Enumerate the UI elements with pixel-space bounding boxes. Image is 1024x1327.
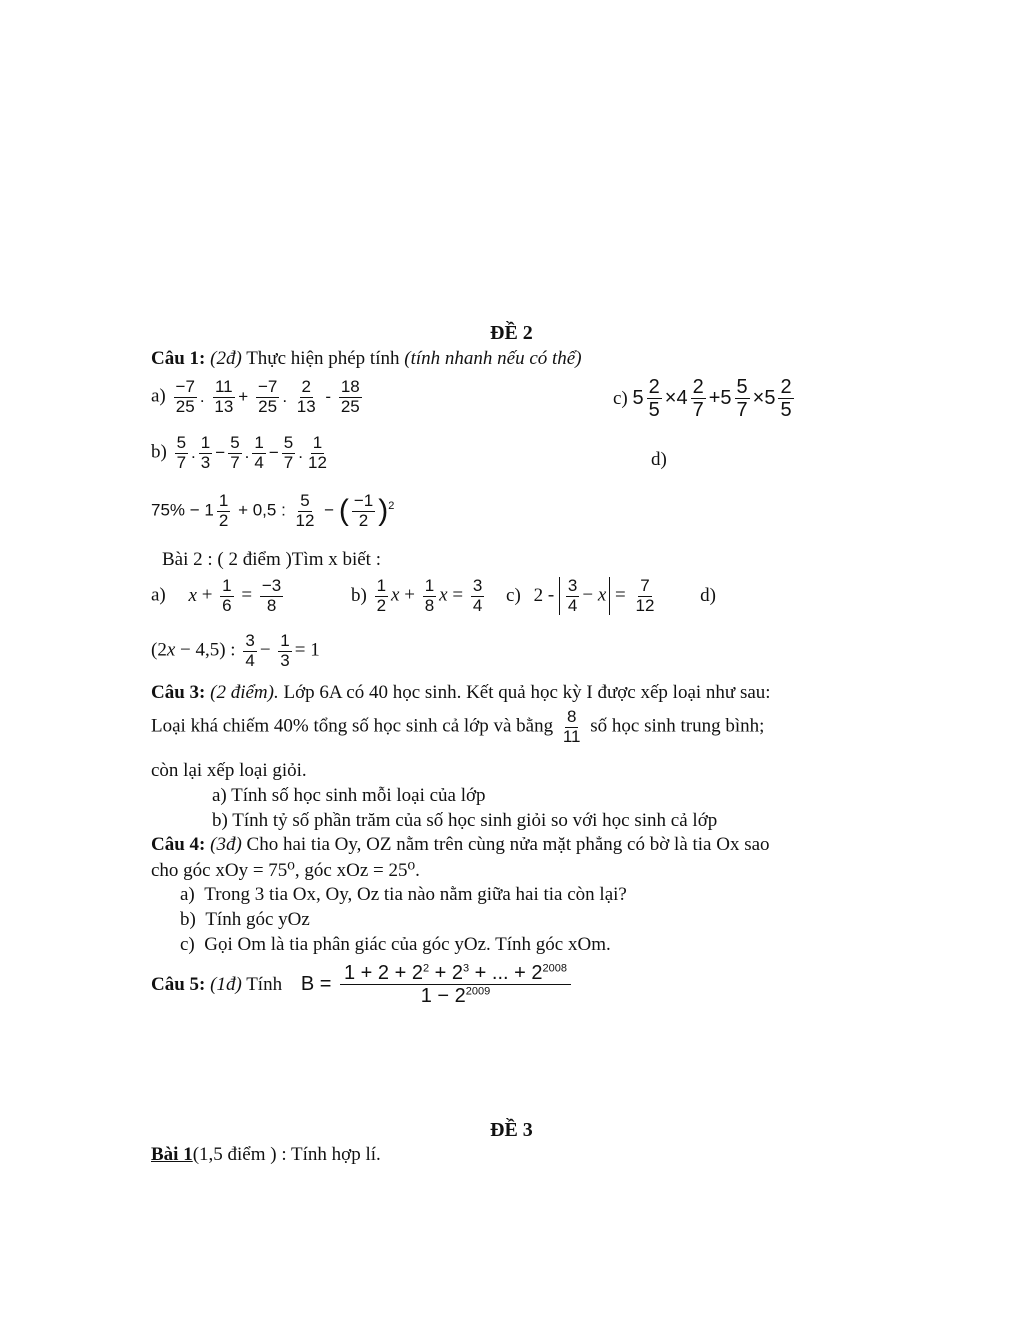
question-1b: b) $\frac{5}{7}$ . $\frac{1}{3}$ − $\frac{5}{7}$ . $\frac{1}{4}$ − $\frac{5}{7}$ . $\frac{1}{12}$	[151, 433, 327, 472]
exam-3-task-1: Bài 1(1,5 điểm ) : Tính hợp lí.	[151, 1144, 381, 1165]
question-2-heading: Bài 2 : ( 2 điểm )Tìm x biết :	[162, 549, 381, 570]
fraction: $\frac{1}{3}$	[280, 631, 290, 670]
fraction: $\frac{1}{12}$	[308, 433, 327, 472]
question-1d-label: d)	[651, 449, 667, 470]
question-2-items: a) x + $\frac{1}{6}$ = $\frac{-3}{8}$ b) $\frac{1}{2}$ x + $\frac{1}{8}$ x = $\frac{3}{4}$ c) 2 - $\frac{3}{4}$ − x = $\frac{7}{12}$ d)	[151, 576, 716, 615]
fraction: $\frac{5}{7}$	[230, 433, 240, 472]
question-4-item-a: a) Trong 3 tia Ox, Oy, Oz tia nào nằm giữa hai tia còn lại?	[180, 884, 627, 905]
question-3-points: (2 điểm).	[210, 682, 279, 703]
question-1-label: Câu 1:	[151, 348, 206, 369]
fraction: $\frac{5}{7}$	[176, 433, 187, 472]
item-label: c)	[613, 387, 628, 409]
item-label: a)	[151, 584, 166, 606]
question-4-line2: cho góc xOy = 75⁰, góc xOz = 25⁰.	[151, 860, 420, 881]
question-3-line3: còn lại xếp loại giỏi.	[151, 760, 307, 781]
fraction: $\frac{-7}{25}$	[175, 377, 195, 416]
question-4-line1: Câu 4: (3đ) Cho hai tia Oy, OZ nằm trên cùng nửa mặt phẳng có bờ là tia Ox sao	[151, 834, 770, 855]
fraction: $\frac{5}{12}$	[295, 491, 315, 530]
item-label: b)	[351, 584, 367, 606]
question-4-points: (3đ)	[210, 834, 242, 855]
fraction: $\frac{1}{6}$	[222, 576, 232, 615]
question-1d-expression: 75% − 1 $\frac{1}{2}$ + 0,5 : $\frac{5}{12}$ − ( $\frac{-1}{2}$ )$^2$	[151, 491, 395, 530]
fraction: $\frac{5}{7}$	[283, 433, 294, 472]
fraction: $\frac{2}{13}$	[296, 377, 316, 416]
fraction: $\frac{2}{7}$	[692, 376, 704, 421]
question-5-points: (1đ)	[210, 973, 242, 995]
question-1-header	[151, 348, 582, 370]
question-5-label: Câu 5:	[151, 973, 206, 995]
question-5: Câu 5: (1đ) Tính B = $\frac{1 + 2 + 2^2 + 2^3 + ... + 2^{2008}}{1 - 2^{2009}}$	[151, 962, 574, 1007]
question-3-label: Câu 3:	[151, 682, 206, 703]
question-1-note: (tính nhanh nếu có thể)	[404, 348, 582, 369]
question-3-item-a: a) Tính số học sinh mỗi loại của lớp	[212, 785, 486, 806]
fraction: $\frac{7}{12}$	[635, 576, 655, 615]
formula-fraction: $\frac{1 + 2 + 2^2 + 2^3 + ... + 2^{2008}}{1 - 2^{2009}}$	[340, 962, 571, 1007]
question-1c: c) 5 $\frac{2}{5}$ ×4 $\frac{2}{7}$ +5 $\frac{5}{7}$ ×5 $\frac{2}{5}$	[613, 376, 792, 421]
fraction: $\frac{2}{5}$	[648, 376, 660, 421]
fraction: $\frac{-3}{8}$	[261, 576, 282, 615]
item-label: d)	[700, 584, 716, 606]
fraction: $\frac{2}{5}$	[780, 376, 792, 421]
fraction: $\frac{3}{4}$	[245, 631, 255, 670]
question-3-line2: Loại khá chiếm 40% tổng số học sinh cả lớp và bằng $\frac{8}{11}$ số học sinh trung bình;	[151, 707, 765, 746]
fraction: $\frac{3}{4}$	[567, 576, 578, 615]
fraction: $\frac{5}{7}$	[736, 376, 748, 421]
fraction: $\frac{1}{2}$	[376, 576, 387, 615]
exam-2-title: ĐỀ 2	[490, 322, 533, 344]
fraction: $\frac{8}{11}$	[562, 707, 581, 746]
question-4-item-b: b) Tính góc yOz	[180, 909, 310, 930]
item-label: c)	[506, 584, 521, 606]
fraction: $\frac{1}{4}$	[254, 433, 264, 472]
question-1-points: (2đ)	[210, 348, 242, 369]
fraction: $\frac{3}{4}$	[472, 576, 483, 615]
exam-3-title: ĐỀ 3	[490, 1119, 533, 1141]
fraction: $\frac{11}{13}$	[214, 377, 234, 416]
item-label: b)	[151, 441, 167, 463]
fraction: $\frac{1}{3}$	[200, 433, 211, 472]
question-2d-expression: (2x − 4,5) : $\frac{3}{4}$ − $\frac{1}{3}$ = 1	[151, 631, 320, 670]
question-1a: a) $\frac{-7}{25}$ . $\frac{11}{13}$ + $\frac{-7}{25}$ . $\frac{2}{13}$ - $\frac{18}{25}$	[151, 377, 360, 416]
formula-variable: B	[300, 973, 315, 995]
question-4-item-c: c) Gọi Om là tia phân giác của góc yOz. Tính góc xOm.	[180, 934, 611, 955]
question-4-label: Câu 4:	[151, 834, 206, 855]
fraction: $\frac{1}{2}$	[218, 491, 229, 530]
task-1-label: Bài 1	[151, 1144, 193, 1165]
question-1-text: Thực hiện phép tính	[246, 348, 400, 369]
question-3-item-b: b) Tính tỷ số phần trăm của số học sinh giỏi so với học sinh cả lớp	[212, 810, 718, 831]
fraction: $\frac{18}{25}$	[340, 377, 360, 416]
item-label: a)	[151, 385, 166, 407]
fraction: $\frac{1}{8}$	[424, 576, 435, 615]
fraction: $\frac{-1}{2}$	[353, 491, 374, 530]
fraction: $\frac{-7}{25}$	[257, 377, 278, 416]
question-3-line1: Câu 3: (2 điểm). Lớp 6A có 40 học sinh. Kết quả học kỳ I được xếp loại như sau:	[151, 682, 771, 703]
